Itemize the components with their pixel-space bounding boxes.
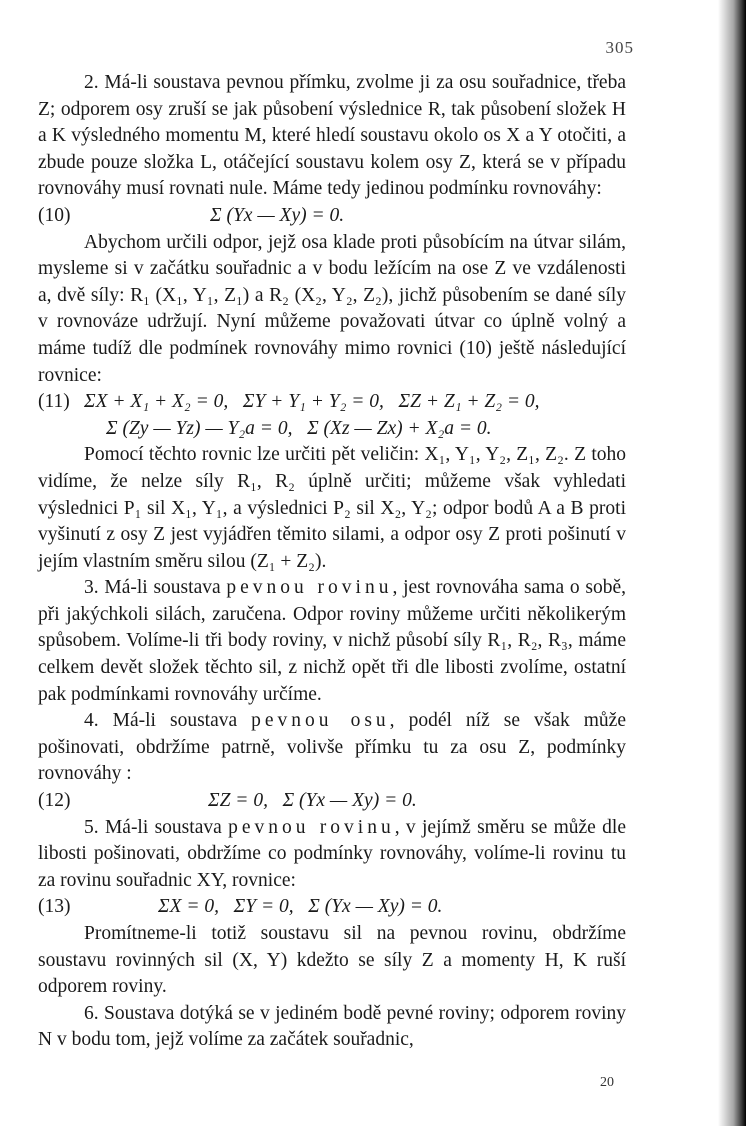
paragraph-5-spaced-term: pevnou rovinu — [228, 816, 395, 838]
paragraph-4 — [38, 708, 626, 788]
equation-12-number: (12) — [38, 790, 71, 812]
equation-10-expression: Σ (Yx — Xy) = 0. — [210, 204, 345, 226]
equation-13-number: (13) — [38, 896, 71, 918]
equation-11-line-1: ΣX + X₁ + X₂ = 0, ΣY + Y₁ + Y₂ = 0, ΣZ + Z₁ + Z₂ = 0, — [84, 391, 540, 413]
page-number: 305 — [605, 38, 634, 57]
equation-10 — [38, 203, 626, 230]
page-edge-shadow — [718, 0, 746, 1126]
equation-10-number: (10) — [38, 204, 71, 226]
paragraph-4-rest: , podél níž se však může pošinovati, obdržíme patrně, volivše přímku tu za osu Z, podmínky rovnováhy : — [38, 710, 626, 785]
paragraph-5-rest: , v jejímž směru se může dle libosti pošinovati, obdržíme co podmínky rovnováhy, volíme-li rovinu tu za rovinu souřadnic XY, rovnice: — [38, 816, 626, 891]
paragraph-pomoci: Pomocí těchto rovnic lze určiti pět veličin: X₁, Y₁, Y₂, Z₁, Z₂. Z toho vidíme, že nelze síly R₁, R₂ úplně určiti; můžeme však vyhledati výslednici P₁ sil X₁, Y₁, a výslednici P₂ sil X₂, Y₂; odpor bodů A a B proti vyšinutí z osy Z jest vyjádřen těmito silami, a odpor osy Z proti pošinutí v jejím vlastním směru silou (Z₁ + Z₂). — [38, 444, 626, 572]
paragraph-3-rest: , jest rovnováha sama o sobě, při jakýchkoli silách, zaručena. Odpor roviny můžeme určiti několikerým spůsobem. Volíme-li tři body roviny, v nichž působí síly R₁, R₂, R₃, máme celkem devět složek těchto sil, z nichž opět tři dle libosti zvolíme, ostatní pak podmínkami rovnováhy určíme. — [38, 577, 626, 705]
paragraph-5-lead: 5. Má-li soustava — [84, 816, 229, 838]
paragraph-3-lead: 3. Má-li soustava — [84, 577, 227, 599]
paragraph-3 — [38, 575, 626, 708]
equation-12-expression: ΣZ = 0, Σ (Yx — Xy) = 0. — [208, 790, 417, 812]
paragraph-odpor: Abychom určili odpor, jejž osa klade proti působícím na útvar silám, mysleme si v začátku souřadnic a v bodu ležícím na ose Z ve vzdálenosti a, dvě síly: R₁ (X₁, Y₁, Z₁) a R₂ (X₂, Y₂, Z₂), jichž působením se dané síly v rovnováze udržují. Nyní můžeme považovati útvar co úplně volný a máme tudíž dle podmínek rovnováhy mimo rovnici (10) ještě následující rovnice: — [38, 231, 626, 386]
paragraph-4-spaced-term: pevnou osu — [251, 710, 390, 732]
equation-11 — [38, 389, 626, 416]
paragraph-3-spaced-term: pevnou rovinu — [226, 577, 393, 599]
equation-11-number: (11) — [38, 391, 70, 413]
signature-mark: 20 — [600, 1075, 614, 1090]
paragraph-6: 6. Soustava dotýká se v jediném bodě pevné roviny; odporem roviny N v bodu tom, jejž volíme za začátek souřadnic, — [38, 1002, 626, 1051]
paragraph-5 — [38, 815, 626, 895]
equation-11-line-2: Σ (Zy — Yz) — Y₂a = 0, Σ (Xz — Zx) + X₂a = 0. — [106, 417, 492, 439]
paragraph-4-lead: 4. Má-li soustava — [84, 710, 252, 732]
paragraph-promitneme: Promítneme-li totiž soustavu sil na pevnou rovinu, obdržíme soustavu rovinných sil (X, Y) kdežto se síly Z a momenty H, K ruší odporem roviny. — [38, 923, 626, 998]
equation-12 — [38, 788, 626, 815]
page-body — [38, 70, 626, 1054]
equation-13-expression: ΣX = 0, ΣY = 0, Σ (Yx — Xy) = 0. — [158, 896, 443, 918]
paragraph-2: 2. Má-li soustava pevnou přímku, zvolme ji za osu souřadnice, třeba Z; odporem osy zruší se jak působení výslednice R, tak působení složek H a K výsledného momentu M, které hledí soustavu okolo os X a Y otočiti, a zbude pouze složka L, otáčející soustavu kolem osy Z, která se v případu rovnováhy musí rovnati nule. Máme tedy jedinou podmínku rovnováhy: — [38, 72, 626, 200]
equation-13 — [38, 894, 626, 921]
